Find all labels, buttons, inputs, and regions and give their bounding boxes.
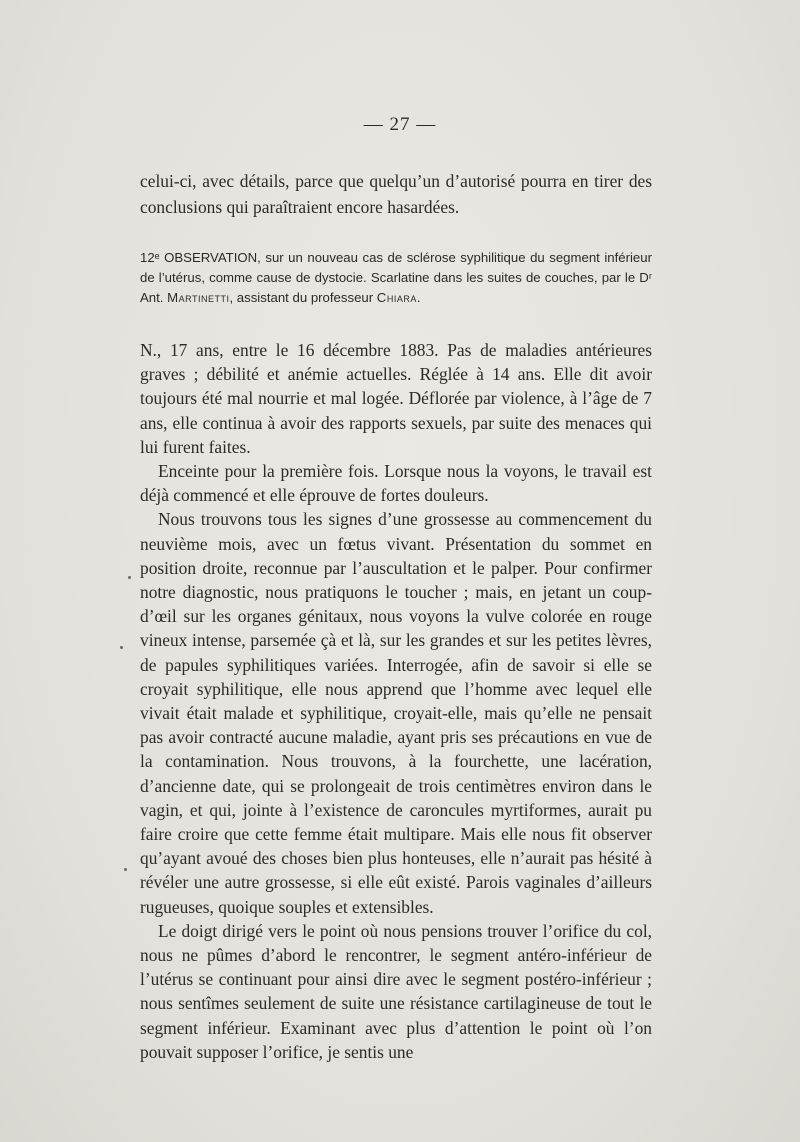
body-paragraph: N., 17 ans, entre le 16 décembre 1883. Pas de maladies antérieures graves ; débilité et anémie actuelles. Réglée à 14 ans. Elle dit avoir toujours été mal nourrie et mal logée. Déflorée par violence, à l’âge de 7 ans, elle continua à avoir des rapports sexuels, par suite des menaces qui lui furent faites. [140, 340, 652, 457]
observation-end: . [416, 290, 421, 305]
body-paragraph: Nous trouvons tous les signes d’une grossesse au commencement du neuvième mois, avec un fœtus vivant. Présentation du sommet en position droite, reconnue par l’auscultation et le palper. Pour confirmer notre diagnostic, nous pratiquons le toucher ; mais, en jetant un coup-d’œil sur les organes génitaux, nous voyons la vulve colorée en rouge vineux intense, parsemée çà et là, sur les grandes et sur les petites lèvres, de papules syphilitiques variées. Interrogée, afin de savoir si elle se croyait syphilitique, elle nous apprend que l’homme avec lequel elle vivait était malade et syphilitique, croyait-elle, mais qu’elle ne pensait pas avoir contracté aucune maladie, ayant pris ses précautions en vue de la contamination. Nous trouvons, à la fourchette, une lacération, d’ancienne date, qui se prolongeait de trois centimètres environ dans le vagin, et qui, jointe à l’existence de caroncules myrtiformes, aurait pu faire croire que cette femme était multipare. Mais elle nous fit observer qu’ayant avoué des choses bien plus honteuses, elle n’aurait pas hésité à révéler une autre grossesse, si elle eût existé. Parois vaginales d’ailleurs rugueuses, quoique souples et extensibles. [140, 509, 652, 917]
observation-role: , assistant du professeur [229, 290, 377, 305]
observation-number: 12ᵉ [140, 250, 160, 265]
observation-description: , sur un nouveau cas de sclérose syphilitique du segment inférieur de l’utérus, comme cause de dystocie. Scarlatine dans les suites de couches, par le Dʳ Ant. [140, 250, 652, 305]
observation-body [140, 338, 652, 1064]
body-paragraph: Enceinte pour la première fois. Lorsque nous la voyons, le travail est déjà commencé et elle éprouve de fortes douleurs. [140, 461, 652, 506]
intro-paragraph [140, 168, 652, 220]
paper-speck [124, 868, 127, 871]
intro-text: celui-ci, avec détails, parce que quelqu’un d’autorisé pourra en tirer des conclusions qui paraîtraient encore hasardées. [140, 171, 652, 217]
paper-speck [128, 576, 131, 579]
observation-author: Martinetti [167, 290, 230, 305]
observation-title: OBSERVATION [164, 250, 258, 265]
body-paragraph: Le doigt dirigé vers le point où nous pensions trouver l’orifice du col, nous ne pûmes d’abord le rencontrer, le segment antéro-inférieur de l’utérus se continuant pour ainsi dire avec le segment postéro-inférieur ; nous sentîmes seulement de suite une résistance cartilagineuse de tout le segment inférieur. Examinant avec plus d’attention le point où l’on pouvait supposer l’orifice, je sentis une [140, 920, 652, 1062]
observation-heading [140, 248, 652, 308]
paper-speck [120, 646, 123, 649]
observation-professor: Chiara [376, 290, 417, 305]
page-number: — 27 — [363, 114, 437, 135]
